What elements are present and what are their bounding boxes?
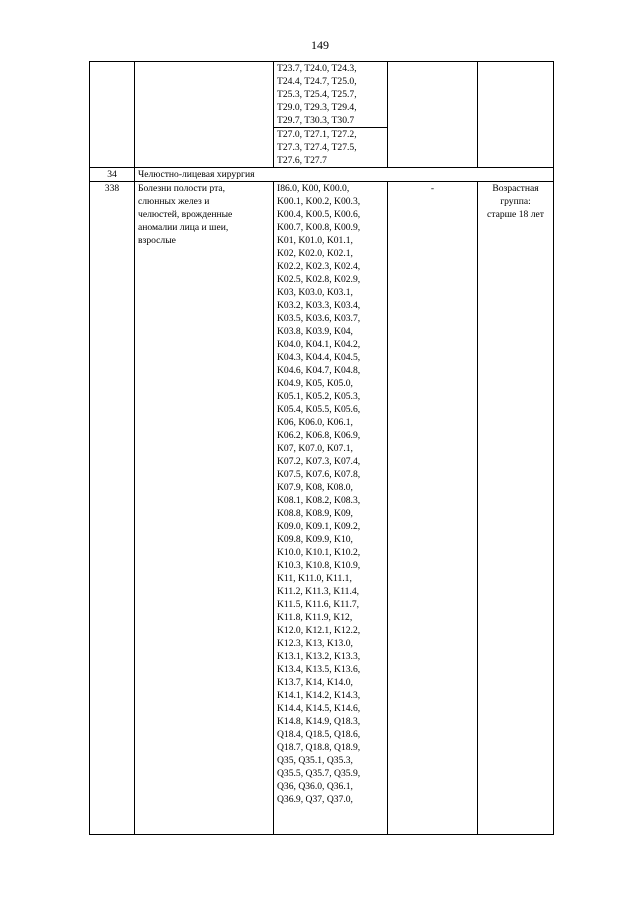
entry-name: Болезни полости рта, слюнных желез и челюстей, врожденные аномалии лица и шеи, взрослые [135, 182, 274, 835]
codes-cell: T23.7, T24.0, T24.3, T24.4, T24.7, T25.0, T25.3, T25.4, T25.7, T29.0, T29.3, T29.4, T29.7, T30.3, T30.7 [274, 62, 388, 128]
section-number: 34 [90, 168, 135, 182]
table-row [90, 182, 554, 835]
codes-cell: T27.0, T27.1, T27.2, T27.3, T27.4, T27.5, T27.6, T27.7 [274, 128, 388, 168]
row-name-cell [135, 62, 274, 168]
criteria-cell [478, 62, 554, 168]
entry-codes: I86.0, K00, K00.0, K00.1, K00.2, K00.3, K00.4, K00.5, K00.6, K00.7, K00.8, K00.9, K01, K01.0, K01.1, K02, K02.0, K02.1, K02.2, K02.3, K02.4, K02.5, K02.8, K02.9, K03, K03.0, K03.1, K03.2, K03.3, K03.4, K03.5, K03.6, K03.7, K03.8, K03.9, K04, K04.0, K04.1, K04.2, K04.3, K04.4, K04.5, K04.6, K04.7, K04.8, K04.9, K05, K05.0, K05.1, K05.2, K05.3, K05.4, K05.5, K05.6, K06, K06.0, K06.1, K06.2, K06.8, K06.9, K07, K07.0, K07.1, K07.2, K07.3, K07.4, K07.5, K07.6, K07.8, K07.9, K08, K08.0, K08.1, K08.2, K08.3, K08.8, K08.9, K09, K09.0, K09.1, K09.2, K09.8, K09.9, K10, K10.0, K10.1, K10.2, K10.3, K10.8, K10.9, K11, K11.0, K11.1, K11.2, K11.3, K11.4, K11.5, K11.6, K11.7, K11.8, K11.9, K12, K12.0, K12.1, K12.2, K12.3, K13, K13.0, K13.1, K13.2, K13.3, K13.4, K13.5, K13.6, K13.7, K14, K14.0, K14.1, K14.2, K14.3, K14.4, K14.5, K14.6, K14.8, K14.9, Q18.3, Q18.4, Q18.5, Q18.6, Q18.7, Q18.8, Q18.9, Q35, Q35.1, Q35.3, Q35.5, Q35.7, Q35.9, Q36, Q36.0, Q36.1, Q36.9, Q37, Q37.0, [274, 182, 388, 835]
section-row [90, 168, 554, 182]
entry-extra-codes: - [388, 182, 478, 835]
table-row [90, 62, 554, 128]
extra-codes-cell [388, 62, 478, 168]
entry-criteria: Возрастная группа: старше 18 лет [478, 182, 554, 835]
section-title: Челюстно-лицевая хирургия [135, 168, 554, 182]
entry-number: 338 [90, 182, 135, 835]
page-number: 149 [311, 38, 329, 52]
classification-table [89, 61, 554, 835]
row-number-cell [90, 62, 135, 168]
